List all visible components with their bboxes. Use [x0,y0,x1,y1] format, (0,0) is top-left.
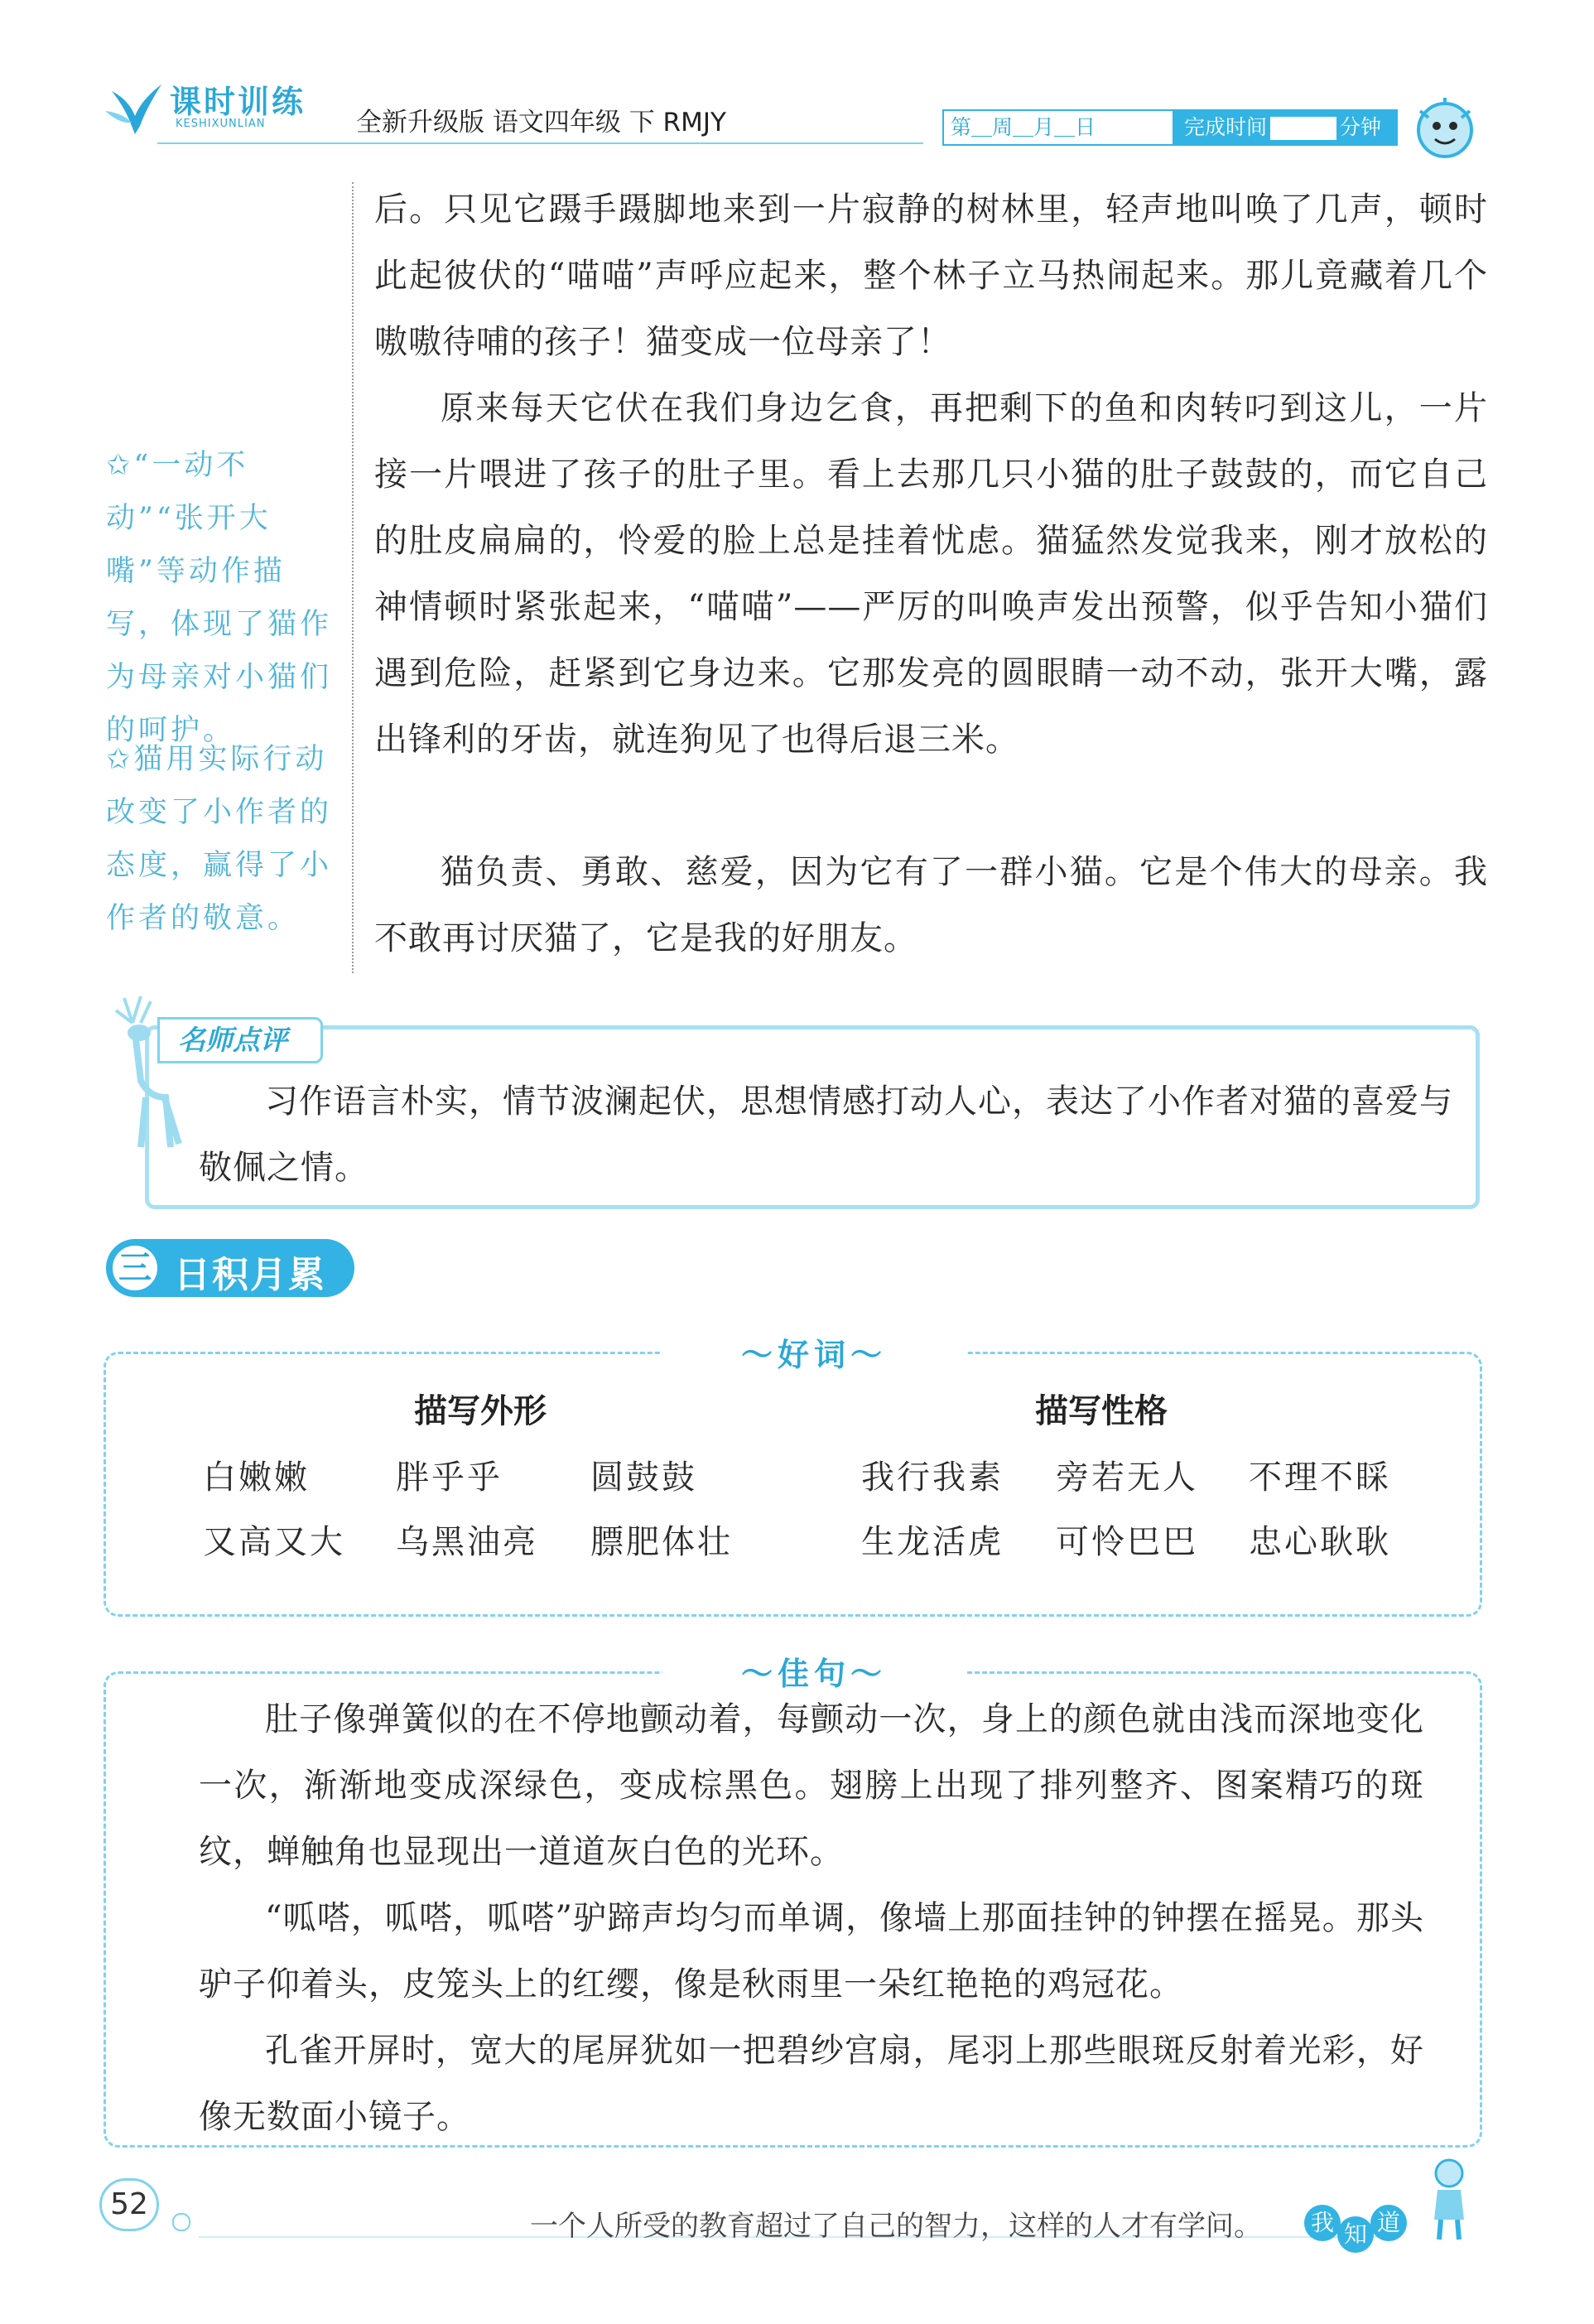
wave-right-icon: 〜 [850,1337,888,1373]
word-item: 白嫩嫩 [203,1459,310,1497]
word-item: 我行我素 [861,1459,1004,1497]
word-item: 圆鼓鼓 [590,1459,697,1497]
wave-right-icon: 〜 [850,1656,888,1692]
essay-paragraph-1: 后。只见它蹑手蹑脚地来到一片寂静的树林里，轻声地叫唤了几声，顿时此起彼伏的“喵喵”声呼应起来，整个林子立马热闹起来。那儿竟藏着几个嗷嗷待哺的孩子！猫变成一位母亲了！ [374,190,1488,361]
word-item: 胖乎乎 [396,1459,503,1497]
sentence-paragraph-2: “呱嗒，呱嗒，呱嗒”驴蹄声均匀而单调，像墙上那面挂钟的钟摆在摇晃。那头驴子仰着头，皮笼头上的红缨，像是秋雨里一朵红艳艳的鸡冠花。 [199,1899,1424,2003]
completion-time-field [1174,109,1398,146]
side-divider [352,182,354,973]
brand-name: 课时训练 [170,84,306,120]
time-unit: 分钟 [1340,115,1382,139]
footer-dot [172,2213,190,2231]
brand-pinyin: KESHIXUNLIAN [176,118,266,130]
section-number: 三 [111,1244,159,1292]
word-item: 乌黑油亮 [396,1523,538,1561]
column-heading-personality: 描写性格 [1035,1392,1168,1430]
know-badge-2: 知 [1337,2216,1374,2253]
word-item: 忠心耿耿 [1249,1523,1391,1561]
header-divider [157,142,923,144]
word-item: 不理不睬 [1249,1459,1391,1497]
good-words-title: 好词 [777,1337,850,1373]
footer-quote: 一个人所受的教育超过了自己的智力，这样的人才有学问。 [530,2210,1262,2243]
word-item: 生龙活虎 [861,1523,1004,1561]
word-item: 旁若无人 [1056,1459,1198,1497]
essay-paragraph-3: 猫负责、勇敢、慈爱，因为它有了一群小猫。它是个伟大的母亲。我不敢再讨厌猫了，它是我的好朋友。 [374,853,1488,957]
know-badge-3: 道 [1370,2205,1407,2241]
time-label: 完成时间 [1184,115,1268,139]
word-item: 膘肥体壮 [590,1523,733,1561]
word-item: 可怜巴巴 [1056,1523,1198,1561]
child-mascot-icon [1416,2153,1482,2244]
know-badge-1: 我 [1304,2205,1341,2241]
time-blank [1270,117,1336,140]
column-heading-appearance: 描写外形 [414,1392,547,1430]
mascot-face-icon [1408,93,1482,167]
wave-left-icon: 〜 [740,1656,778,1692]
page-number: 52 [99,2178,159,2231]
good-sentences-title: 佳句 [777,1656,850,1692]
word-item: 又高又大 [203,1523,345,1561]
comment-label: 名师点评 [157,1017,323,1063]
good-words-label [662,1329,966,1375]
comment-text: 习作语言朴实，情节波澜起伏，思想情感打动人心，表达了小作者对猫的喜爱与敬佩之情。 [199,1082,1453,1187]
swallow-logo-icon [104,75,170,141]
sentence-paragraph-3: 孔雀开屏时，宽大的尾屏犹如一把碧纱宫扇，尾羽上那些眼斑反射着光彩，好像无数面小镜子。 [199,2032,1424,2136]
side-note-2: ✩猫用实际行动改变了小作者的态度，赢得了小作者的敬意。 [106,743,333,935]
date-field: 第＿周＿月＿日 [942,109,1174,146]
section-title: 日积月累 [174,1254,326,1296]
sentence-paragraph-1: 肚子像弹簧似的在不停地颤动着，每颤动一次，身上的颜色就由浅而深地变化一次，渐渐地变成深绿色，变成棕黑色。翅膀上出现了排列整齐、图案精巧的斑纹，蝉触角也显现出一道道灰白色的光环。 [199,1700,1424,1871]
book-title: 全新升级版 语文四年级 下 RMJY [356,108,726,137]
essay-paragraph-2: 原来每天它伏在我们身边乞食，再把剩下的鱼和肉转叼到这儿，一片接一片喂进了孩子的肚子里。看上去那几只小猫的肚子鼓鼓的，而它自己的肚皮扁扁的，怜爱的脸上总是挂着忧虑。猫猛然发觉我来，刚才放松的神情顿时紧张起来，“喵喵”——严厉的叫唤声发出预警，似乎告知小猫们遇到危险，赶紧到它身边来。它那发亮的圆眼睛一动不动，张开大嘴，露出锋利的牙齿，就连狗见了也得后退三米。 [374,389,1488,759]
wave-left-icon: 〜 [740,1337,778,1373]
side-note-1: ✩“一动不动”“张开大嘴”等动作描写，体现了猫作为母亲对小猫们的呵护。 [106,449,333,747]
deer-icon [99,990,190,1155]
